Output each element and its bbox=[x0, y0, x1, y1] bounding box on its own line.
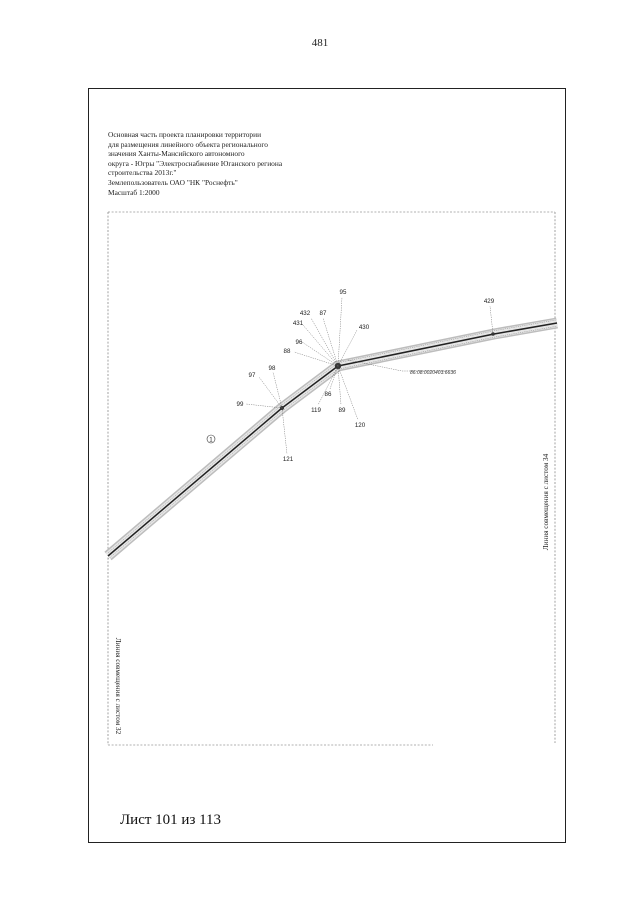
corridor-band bbox=[108, 320, 557, 559]
header-line: значения Ханты-Мансийского автономного bbox=[108, 149, 245, 159]
line-axis bbox=[108, 323, 557, 556]
point-label: 87 bbox=[319, 310, 327, 317]
point-label: 88 bbox=[283, 348, 291, 355]
point-label: 98 bbox=[268, 365, 276, 372]
header-line: Основная часть проекта планировки территории bbox=[108, 130, 262, 139]
point-label: 431 bbox=[292, 320, 304, 327]
match-line-left: Линия совмещения с листом 32 bbox=[114, 637, 122, 735]
header-line: Масштаб 1:2000 bbox=[108, 187, 160, 197]
point-label: 430 bbox=[358, 324, 370, 331]
point-label: 432 bbox=[299, 310, 311, 317]
point-label: 89 bbox=[338, 407, 346, 414]
point-label: 429 bbox=[483, 298, 495, 305]
leader-lines bbox=[246, 297, 493, 454]
header-line: строительства 2013г." bbox=[108, 168, 177, 178]
point-label: 99 bbox=[236, 401, 244, 408]
header-line: для размещения линейного объекта регионального bbox=[108, 139, 268, 149]
match-line-right: Линия совмещения с листом 34 bbox=[542, 453, 550, 551]
point-label: 86 bbox=[324, 391, 332, 398]
header-line: округа - Югры "Электроснабжение Юганского региона bbox=[108, 158, 283, 168]
sheet-label: Лист 101 из 113 bbox=[120, 812, 222, 828]
map-boundary bbox=[108, 212, 555, 745]
page-number: 481 bbox=[311, 37, 329, 49]
point-label: 121 bbox=[282, 456, 294, 463]
point-label: 97 bbox=[248, 372, 256, 379]
point-label: 96 bbox=[295, 339, 303, 346]
cadastral-number: 86:08:0020403:6636 bbox=[410, 370, 456, 376]
object-marker-label: 1 bbox=[209, 436, 213, 444]
header-line: Землепользователь ОАО "НК "Роснефть" bbox=[108, 177, 238, 187]
point-label: 120 bbox=[354, 422, 366, 429]
point-label: 119 bbox=[311, 407, 321, 414]
point-label: 95 bbox=[339, 289, 347, 296]
